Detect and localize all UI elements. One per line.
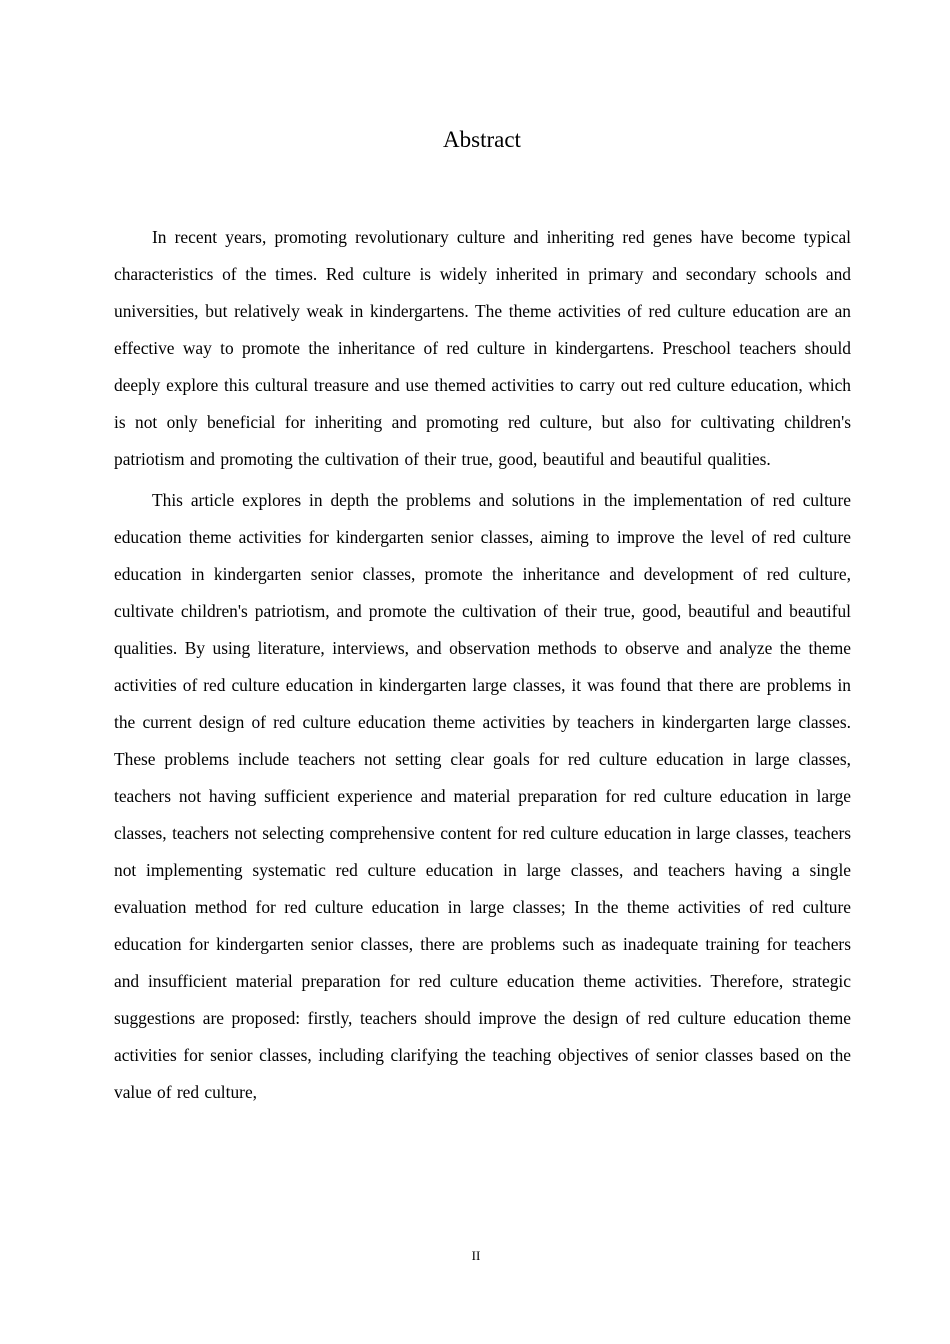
abstract-paragraph-2: This article explores in depth the problems and solutions in the implementation of red culture education theme activities for kindergarten senior classes, aiming to improve the level of red culture education in kindergarten senior classes, promote the inheritance and development of red culture, cultivate children's patriotism, and promote the cultivation of their true, good, beautiful and beautiful qualities. By using literature, interviews, and observation methods to observe and analyze the theme activities of red culture education in kindergarten large classes, it was found that there are problems in the current design of red culture education theme activities by teachers in kindergarten large classes. These problems include teachers not setting clear goals for red culture education in large classes, teachers not having sufficient experience and material preparation for red culture education in large classes, teachers not selecting comprehensive content for red culture education in large classes, teachers not implementing systematic red culture education in large classes, and teachers having a single evaluation method for red culture education in large classes; In the theme activities of red culture education for kindergarten senior classes, there are problems such as inadequate training for teachers and insufficient material preparation for red culture education theme activities. Therefore, strategic suggestions are proposed: firstly, teachers should improve the design of red culture education theme activities for senior classes, including clarifying the teaching objectives of senior classes based on the value of red culture, (114, 490, 851, 1102)
page-number: II (471, 1248, 481, 1263)
page-title: Abstract (443, 127, 521, 152)
abstract-paragraph-1: In recent years, promoting revolutionary culture and inheriting red genes have become typical characteristics of the times. Red culture is widely inherited in primary and secondary schools and universities, but relatively weak in kindergartens. The theme activities of red culture education are an effective way to promote the inheritance of red culture in kindergartens. Preschool teachers should deeply explore this cultural treasure and use themed activities to carry out red culture education, which is not only beneficial for inheriting and promoting red culture, but also for cultivating children's patriotism and promoting the cultivation of their true, good, beautiful and beautiful qualities. (114, 227, 851, 469)
abstract-body (114, 219, 851, 1115)
